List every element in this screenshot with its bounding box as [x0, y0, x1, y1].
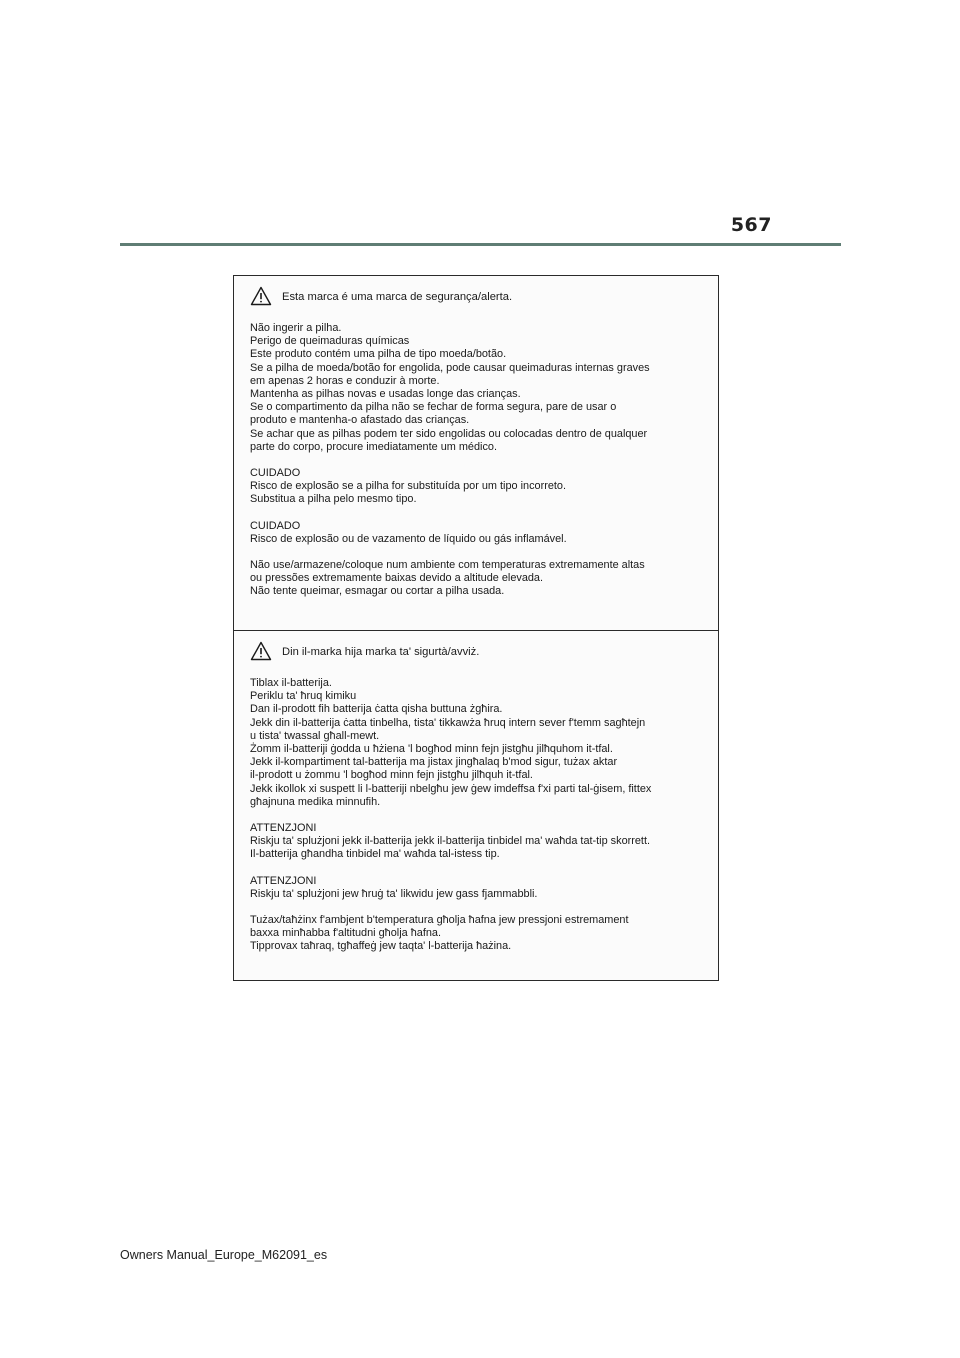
paragraph-caution-replacement: ATTENZJONI Riskju ta' splużjoni jekk il-batterija jekk il-batterija tinbidel ma' waħda tat-tip skorrett. Il-batterija għandha tinbidel ma' waħda tal-istess tip.: [250, 822, 651, 861]
page-number: 567: [730, 214, 772, 236]
warning-title: Esta marca é uma marca de segurança/alerta.: [282, 291, 513, 303]
footer-document-id: Owners Manual_Europe_M62091_es: [120, 1248, 328, 1262]
paragraph-caution-leak: CUIDADO Risco de explosão ou de vazamento de líquido ou gás inflamável.: [250, 519, 567, 545]
warning-line: [250, 639, 708, 661]
battery-warning-label: [233, 275, 719, 981]
warning-title: Din il-marka hija marka ta' sigurtà/avviż.: [282, 646, 480, 658]
warning-triangle-icon: [250, 286, 272, 306]
paragraph-ingestion: Não ingerir a pilha. Perigo de queimaduras químicas Este produto contém uma pilha de tipo moeda/botão. Se a pilha de moeda/botão for engolida, pode causar queimaduras internas graves em apenas 2 horas e conduzir à morte. Mantenha as pilhas novas e usadas longe das crianças. Se o compartimento da pilha não se fechar de forma segura, pare de usar o produto e mantenha-o afastado das crianças. Se achar que as pilhas podem ter sido engolidas ou colocadas dentro de qualquer parte do corpo, procure imediatamente um médico.: [250, 322, 650, 453]
warning-line: [250, 284, 708, 306]
warning-triangle-icon: [250, 641, 272, 661]
paragraph-environment: Não use/armazene/coloque num ambiente com temperaturas extremamente altas ou pressões extremamente baixas devido a altitude elevada. Não tente queimar, esmagar ou cortar a pilha usada.: [250, 559, 645, 598]
paragraph-caution-replacement: CUIDADO Risco de explosão se a pilha for substituída por um tipo incorreto. Substitua a pilha pelo mesmo tipo.: [250, 467, 566, 506]
label-section-portuguese: [234, 276, 718, 630]
paragraph-ingestion: Tiblax il-batterija. Periklu ta' ħruq kimiku Dan il-prodott fih batterija ċatta qisha buttuna żgħira. Jekk din il-batterija ċatta tinbelha, tista' tikkawża ħruq intern sever f'temm sagħtejn u tista' twassal għall-mewt. Żomm il-batteriji ġodda u ħżiena 'l bogħod minn fejn jistgħu jilħquhom it-tfal. Jekk il-kompartiment tal-batterija ma jistax jingħalaq b'mod sigur, tużax aktar il-prodott u żommu 'l bogħod minn fejn jistgħu jilħquh it-tfal. Jekk ikollok xi suspett li l-batteriji nbelgħu jew ġew imdeffsa f'xi parti tal-ġisem, fittex għajnuna medika minnufih.: [250, 677, 652, 808]
paragraph-environment: Tużax/taħżinx f'ambjent b'temperatura għolja ħafna jew pressjoni estremament baxxa minħabba f'altitudni għolja ħafna. Tipprovax taħraq, tgħaffeġ jew taqta' l-batterija ħażina.: [250, 914, 629, 953]
header-rule: [120, 243, 841, 246]
label-section-maltese: [234, 630, 718, 980]
paragraph-caution-leak: ATTENZJONI Riskju ta' splużjoni jew ħruġ ta' likwidu jew gass fjammabbli.: [250, 874, 538, 900]
